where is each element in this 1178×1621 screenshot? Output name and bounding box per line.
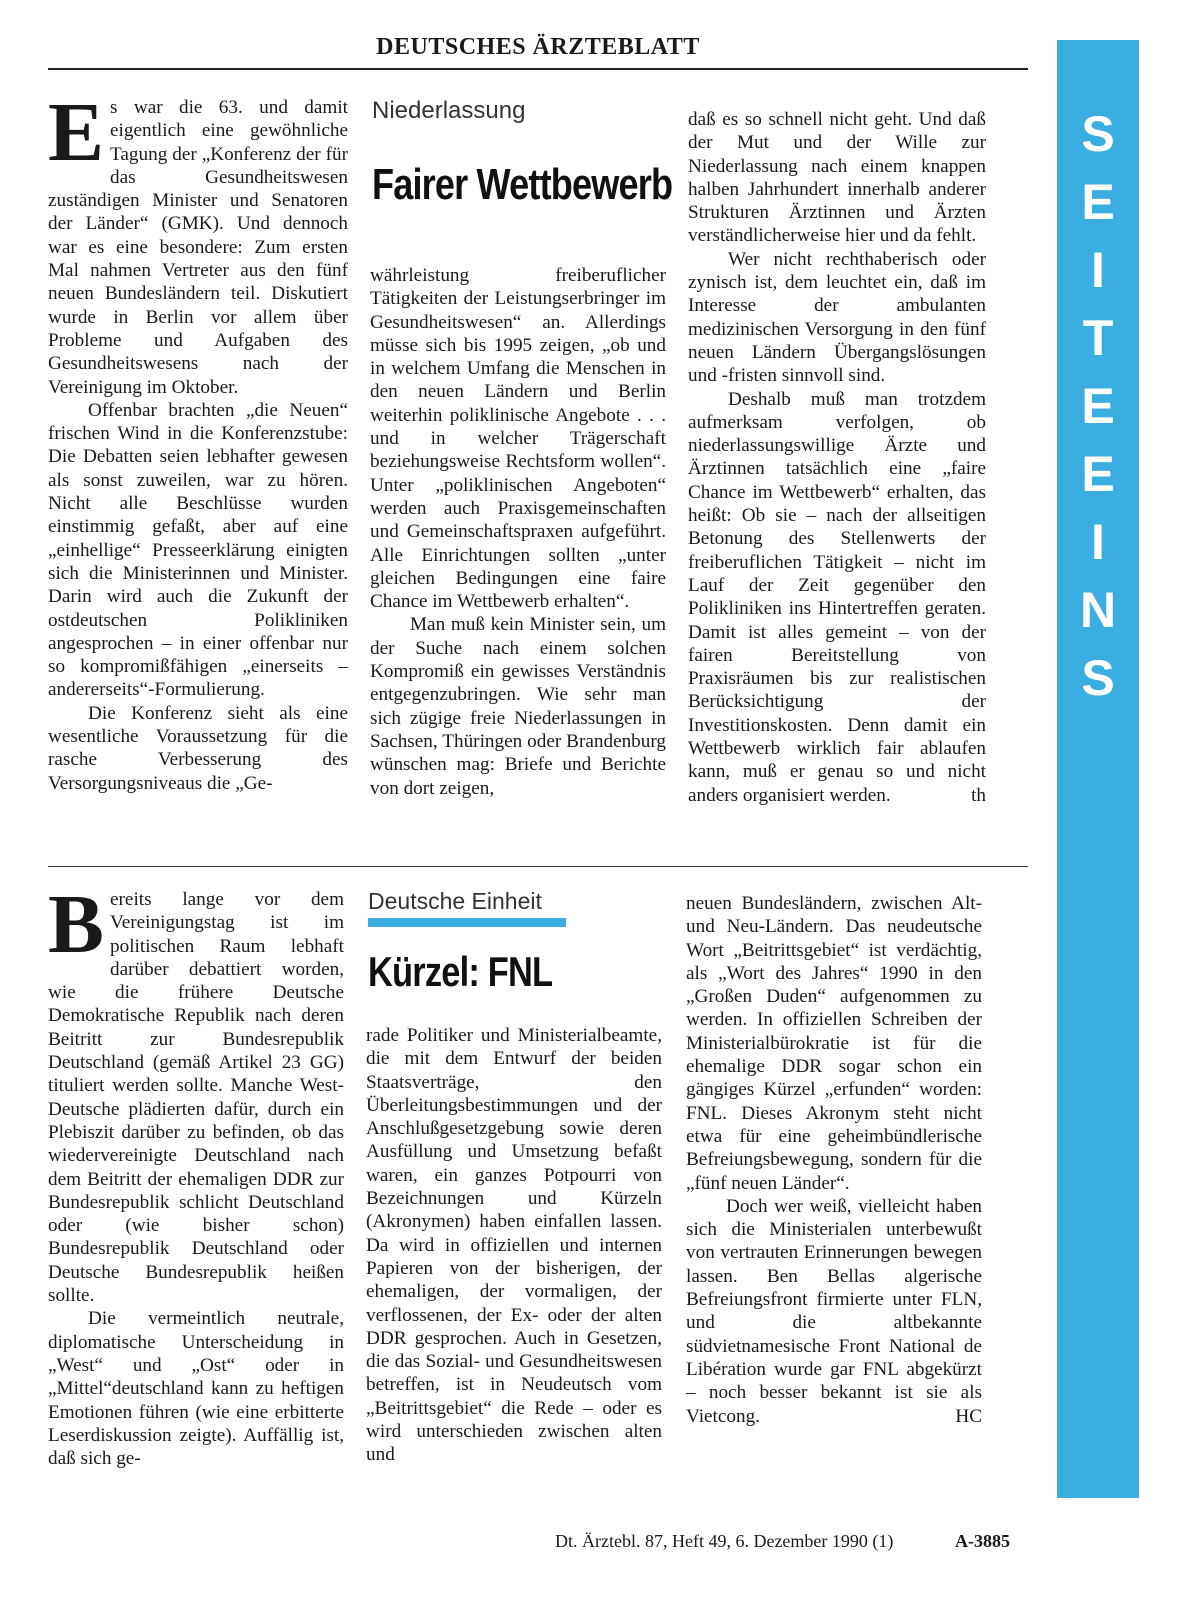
- article2-paragraph: Die vermeintlich neutrale, diplomatische Unterscheidung in „West“ und „Ost“ oder in „Mittel“deutschland kann zu heftigen Emotionen führen (wie eine erbitterte Leserdiskussion zeigte). Auffällig ist, daß sich ge-: [48, 1308, 344, 1470]
- article1-paragraph: währleistung freiberuflicher Tätigkeiten der Leistungserbringer im Gesundheitswesen“ an. Allerdings müsse sich bis 1995 zeigen, „ob und in welchem Umfang die Menschen in den neuen Ländern und Berlin weiterhin poliklinische Angebote . . . und in welcher Trägerschaft beziehungsweise Rechtsform wollen“. Unter „poliklinischen Angeboten“ werden auch Praxisgemeinschaften und Gemeinschaftspraxen aufgeführt. Alle Einrichtungen sollten „unter gleichen Bedingungen eine faire Chance im Wettbewerb erhalten“.: [370, 265, 666, 613]
- section-letter: E: [1081, 446, 1115, 502]
- page-footer: [500, 1531, 1100, 1557]
- section-letter: T: [1082, 310, 1114, 366]
- article2-paragraph: Doch wer weiß, vielleicht haben sich die Ministerialen unterbewußt von vertrauten Erinnerungen bewegen lassen. Ben Bellas algerische Befreiungsfront firmierte unter FLN, und die altbekannte südvietnamesische Front National de Libération wurde gar FNL abgekürzt – noch besser bekannt ist sie als Vietcong. HC: [686, 1195, 982, 1427]
- publication-title: DEUTSCHES ÄRZTEBLATT: [376, 34, 700, 60]
- article1-paragraph: Die Konferenz sieht als eine wesentliche Voraussetzung für die rasche Verbesserung des Versorgungsniveaus die „Ge-: [48, 702, 348, 794]
- article2-kicker: Deutsche Einheit: [368, 888, 542, 914]
- section-letter: I: [1091, 514, 1105, 570]
- article1-paragraph: Man muß kein Minister sein, um der Suche nach einem solchen Kompromiß ein gewisses Verständnis entgegenzubringen. Wie sehr man sich zügige freie Niederlassungen in Sachsen, Thüringen oder Brandenburg wünschen mag: Briefe und Berichte von dort zeigen,: [370, 614, 666, 799]
- article2-column-1: [48, 878, 344, 1488]
- section-letter: I: [1091, 242, 1105, 298]
- article1-column-3: [688, 108, 986, 856]
- article2-column-3: [686, 892, 982, 1488]
- article1-paragraph: Offenbar brachten „die Neuen“ frischen Wind in die Konferenzstube: Die Debatten seien lebhafter gewesen als sonst zuweilen, war zu hören. Nicht alle Beschlüsse wurden einstimmig gefaßt, aber auf eine „einhellige“ Presseerklärung einigten sich die Ministerinnen und Minister. Darin wird auch die Zukunft der ostdeutschen Polikliniken angesprochen – in einer offenbar nur so kompromißfähigen „einerseits – andererseits“-Formulierung.: [48, 399, 348, 701]
- article1-kicker: Niederlassung: [372, 97, 526, 124]
- article1-headline: Fairer Wettbewerb: [372, 160, 673, 209]
- section-letter: S: [1081, 650, 1115, 706]
- section-sidebar: [1057, 40, 1139, 1498]
- article1-paragraph: Wer nicht rechthaberisch oder zynisch ist, dem leuchtet ein, daß im Interesse der ambulanten medizinischen Versorgung in den fünf neuen Ländern Übergangslösungen und -fristen sinnvoll sind.: [688, 248, 986, 387]
- dropcap-letter: B: [48, 878, 105, 971]
- section-letter: E: [1081, 174, 1115, 230]
- article2-headline: Kürzel: FNL: [368, 948, 553, 995]
- article2-signature: HC: [955, 1405, 982, 1427]
- dropcap-letter: E: [48, 86, 105, 179]
- kicker-accent-bar: [368, 918, 566, 927]
- footer-citation: Dt. Ärztebl. 87, Heft 49, 6. Dezember 1990 (1): [555, 1531, 894, 1551]
- page-number: A-3885: [955, 1531, 1010, 1551]
- article2-paragraph: neuen Bundesländern, zwischen Alt- und Neu-Ländern. Das neudeutsche Wort „Beitrittsgebiet“ ist verdächtig, als „Wort des Jahres“ 1990 in den „Großen Duden“ aufgenommen zu werden. In offiziellen Schreiben der Ministerialbürokratie ist für die ehemalige DDR sogar schon ein gängiges Kürzel „erfunden“ worden: FNL. Dieses Akronym steht nicht etwa für eine geheimbündlerische Befreiungsbewegung, sondern für die „fünf neuen Länder“.: [686, 893, 982, 1194]
- article1-paragraph: Deshalb muß man trotzdem aufmerksam verfolgen, ob niederlassungswillige Ärzte und Ärztinnen tatsächlich eine „faire Chance im Wettbewerb“ erhalten, das heißt: Ob sie – nach der allseitigen Betonung des Stellenwerts der freiberuflichen Tätigkeit – nicht im Lauf der Zeit gegenüber den Polikliniken ins Hintertreffen geraten. Damit ist alles gemeint – von der fairen Bereitstellung von Praxisräumen bis zur realistischen Berücksichtigung der Investitionskosten. Denn damit ein Wettbewerb wirklich fair ablaufen kann, muß er genau so und nicht anders organisiert werden. th: [688, 388, 986, 806]
- article2-column-2: [366, 1024, 662, 1488]
- article1-paragraph: daß es so schnell nicht geht. Und daß der Mut und der Wille zur Niederlassung nach einem knappen halben Jahrhundert innerhalb anderer Strukturen Ärztinnen und Ärzten verständlicherweise hier und da fehlt.: [688, 109, 986, 247]
- masthead: [48, 30, 1028, 70]
- article1-column-2: [370, 264, 666, 854]
- section-letter: E: [1081, 378, 1115, 434]
- article1-paragraph: Es war die 63. und damit eigentlich eine gewöhnliche Tagung der „Konferenz der für das Gesundheitswesen zuständigen Minister und Senatoren der Länder“ (GMK). Und dennoch war es eine besondere: Zum ersten Mal nahmen Vertreter aus den fünf neuen Bundesländern teil. Diskutiert wurde in Berlin vor allem über Probleme und Aufgaben des Gesundheitswesens nach der Vereinigung im Oktober.: [48, 86, 348, 398]
- article2-paragraph: rade Politiker und Ministerialbeamte, die mit dem Entwurf der beiden Staatsverträge, den Überleitungsbestimmungen und der Anschlußgesetzgebung sowie deren Ausfüllung und Umsetzung befaßt waren, ein ganzes Potpourri von Bezeichnungen und Kürzeln (Akronymen) haben einfallen lassen. Da wird in offiziellen und internen Papieren von der bisherigen, der ehemaligen, der vormaligen, der verflossenen, der Ex- oder der alten DDR gesprochen. Auch in Gesetzen, die das Sozial- und Gesundheitswesen betreffen, ist in Neudeutsch vom „Beitrittsgebiet“ die Rede – oder es wird unterschieden zwischen alten und: [366, 1025, 662, 1466]
- article1-column-1: [48, 86, 348, 858]
- section-letter: N: [1079, 582, 1117, 638]
- article-divider: [48, 866, 1028, 867]
- article1-signature: th: [971, 784, 986, 806]
- article2-paragraph: Bereits lange vor dem Vereinigungstag ist im politischen Raum lebhaft darüber debattiert worden, wie die frühere Deutsche Demokratische Republik nach deren Beitritt zur Bundesrepublik Deutschland (gemäß Artikel 23 GG) tituliert werden sollte. Manche West-Deutsche plädierten dafür, durch ein Plebiszit darüber zu befinden, ob das wiedervereinigte Deutschland nach dem Beitritt der ehemaligen DDR zur Bundesrepublik schlicht Deutschland oder (wie bisher schon) Bundesrepublik Deutschland oder Deutsche Bundesrepublik heißen sollte.: [48, 878, 344, 1307]
- section-letter: S: [1081, 106, 1115, 162]
- section-letters: [1057, 100, 1139, 712]
